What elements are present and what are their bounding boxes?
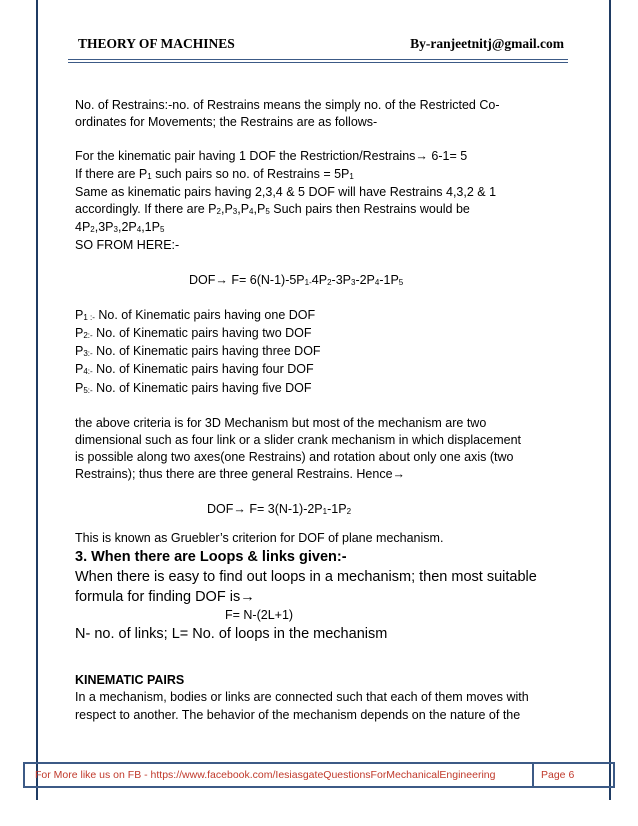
text-line: is possible along two axes(one Restrains) and rotation about only one axis (two — [75, 450, 514, 465]
left-margin-line — [36, 0, 38, 800]
section-heading: 3. When there are Loops & links given:- — [75, 549, 347, 566]
text-line: If there are $P_1$ such pairs so no. of Restrains = $5P_1$ — [75, 166, 354, 181]
arrow-icon: → — [240, 589, 255, 606]
list-item: $P_{4:-}$ No. of Kinematic pairs having four DOF — [75, 362, 314, 377]
list-item: $P_{2:-}$ No. of Kinematic pairs having two DOF — [75, 326, 312, 341]
text-line: Restrains); thus there are three general Restrains. Hence→ — [75, 467, 406, 482]
section-heading: KINEMATIC PAIRS — [75, 673, 185, 688]
dof-formula-2d: $DOF\to F= 3(N-1)-2P_1-1P_2$ — [207, 501, 352, 516]
arrow-icon: → — [392, 467, 406, 482]
text-line: formula for finding DOF is→ — [75, 589, 255, 606]
text-line: No. of Restrains:-no. of Restrains means the simply no. of the Restricted Co- — [75, 98, 500, 112]
list-item: $P_{1 :-}$ No. of Kinematic pairs having one DOF — [75, 307, 316, 322]
arrow-icon: → — [415, 149, 428, 164]
arrow-icon: → — [215, 272, 228, 287]
text-line: SO FROM HERE:- — [75, 238, 180, 253]
header-rule-bottom — [68, 62, 568, 63]
text-line: When there is easy to find out loops in a mechanism; then most suitable — [75, 569, 537, 586]
text-line: This is known as Gruebler’s criterion for DOF of plane mechanism. — [75, 530, 444, 545]
page-number: Page 6 — [541, 769, 575, 781]
text-line: Same as kinematic pairs having 2,3,4 & 5 DOF will have Restrains 4,3,2 & 1 — [75, 184, 497, 199]
footer-divider — [532, 764, 534, 786]
list-item: $P_{5:-}$ No. of Kinematic pairs having five DOF — [75, 380, 312, 395]
text-line: the above criteria is for 3D Mechanism but most of the mechanism are two — [75, 415, 487, 430]
footer-link[interactable]: For More like us on FB - https://www.facebook.com/IesiasgateQuestionsForMechanicalEngineering — [35, 769, 496, 781]
text-line: In a mechanism, bodies or links are connected such that each of them moves with — [75, 690, 529, 705]
right-margin-line — [609, 0, 611, 800]
text-line: $4P_2,3P_3,2P_4,1P_5$ — [75, 220, 165, 235]
page-content — [75, 97, 575, 724]
header-title: THEORY OF MACHINES — [78, 36, 235, 51]
dof-formula-loops: F= N-(2L+1) — [225, 608, 294, 623]
header-rule-top — [68, 59, 568, 60]
text-line: accordingly. If there are $P_2,P_3,P_4,P_5$ Such pairs then Restrains would be — [75, 202, 470, 217]
arrow-icon: → — [233, 501, 246, 516]
text-line: ordinates for Movements; the Restrains are as follows- — [75, 115, 378, 130]
text-line: dimensional such as four link or a slider crank mechanism in which displacement — [75, 433, 522, 448]
text-line: For the kinematic pair having 1 DOF the Restriction/Restrains→ 6-1= 5 — [75, 149, 468, 164]
dof-formula-3d: $DOF\to F= 6(N-1)-5P_{1-}4P_2-3P_3-2P_4-1P_5$ — [189, 272, 404, 287]
page-footer — [23, 762, 615, 788]
text-line: respect to another. The behavior of the mechanism depends on the nature of the — [75, 707, 521, 722]
header-email: By-ranjeetnitj@gmail.com — [410, 36, 564, 51]
text-line: N- no. of links; L= No. of loops in the mechanism — [75, 626, 388, 643]
list-item: $P_{3:-}$ No. of Kinematic pairs having three DOF — [75, 344, 321, 359]
